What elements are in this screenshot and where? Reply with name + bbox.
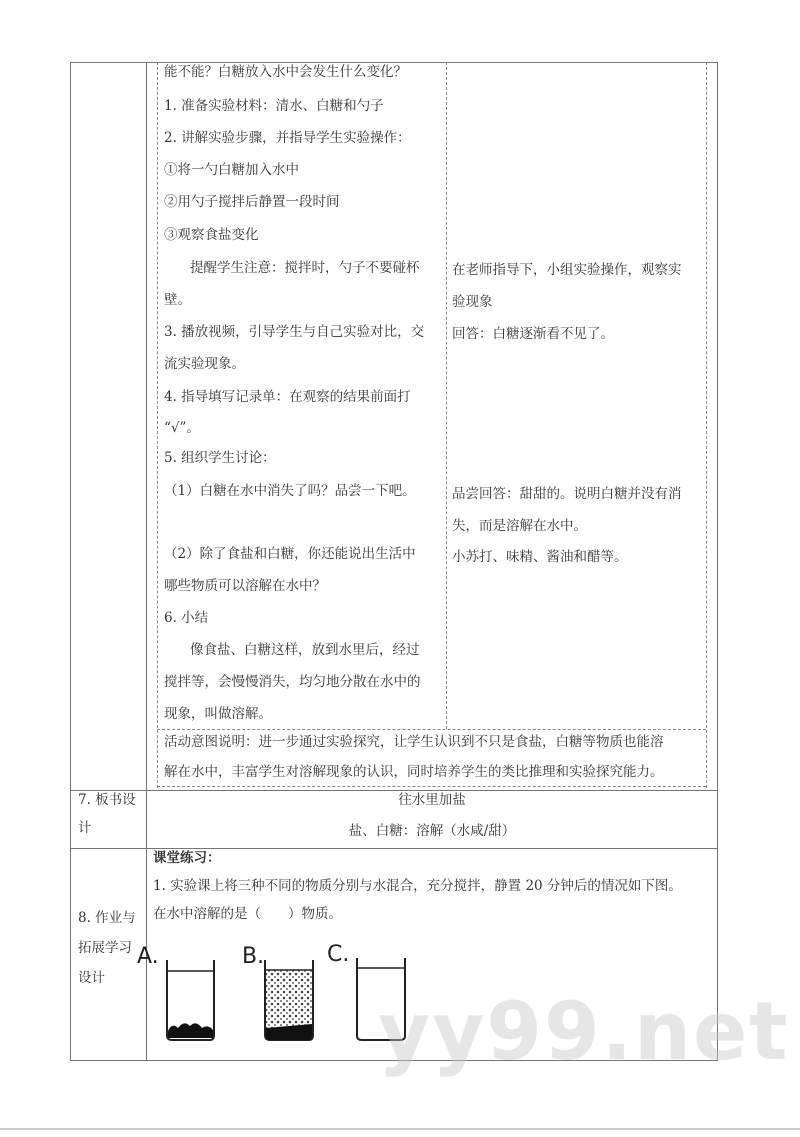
section7-label: 计 [78, 820, 92, 836]
student-line: 失，而是溶解在水中。 [452, 518, 587, 534]
teacher-line: 现象，叫做溶解。 [164, 706, 272, 722]
question-line: 在水中溶解的是（ ）物质。 [153, 906, 342, 922]
section7-label: 7. 板书设 [78, 792, 136, 808]
watermark: yy99.net [378, 985, 790, 1078]
teacher-line: 壁。 [164, 292, 191, 308]
teacher-line: 搅拌等，会慢慢消失，均匀地分散在水中的 [164, 674, 421, 690]
teacher-line: 能不能？白糖放入水中会发生什么变化？ [164, 64, 407, 80]
board-title: 往水里加盐 [398, 792, 466, 808]
suspended-particles [266, 970, 312, 1028]
question-line: 1. 实验课上将三种不同的物质分别与水混合，充分搅拌，静置 20 分钟后的情况如下图。 [153, 878, 682, 894]
teacher-line: 像食盐、白糖这样，放到水里后，经过 [190, 642, 420, 658]
student-line: 在老师指导下，小组实验操作，观察实 [452, 262, 682, 278]
option-c-label: C. [327, 942, 350, 967]
teacher-line: （2）除了食盐和白糖，你还能说出生活中 [164, 546, 416, 562]
teacher-line: ①将一勺白糖加入水中 [164, 162, 299, 178]
option-b-label: B. [242, 944, 265, 969]
teacher-line: 提醒学生注意：搅拌时，勺子不要碰杯 [190, 260, 420, 276]
intent-line: 解在水中，丰富学生对溶解现象的认识，同时培养学生的类比推理和实验探究能力。 [164, 764, 664, 780]
teacher-line: （1）白糖在水中消失了吗？品尝一下吧。 [164, 483, 416, 499]
section8-label: 拓展学习 [78, 940, 132, 956]
teacher-line: 3. 播放视频，引导学生与自己实验对比，交 [164, 324, 425, 340]
student-line: 小苏打、味精、酱油和醋等。 [452, 549, 628, 565]
teacher-line: 4. 指导填写记录单：在观察的结果前面打 [164, 389, 411, 405]
teacher-line: 5. 组织学生讨论： [164, 450, 276, 466]
teacher-line: 1. 准备实验材料：清水、白糖和勺子 [164, 98, 384, 114]
student-line: 验现象 [452, 294, 493, 310]
teacher-line: 流实验现象。 [164, 356, 245, 372]
page-bottom-edge [0, 1128, 800, 1130]
option-a-label: A. [137, 944, 159, 969]
teacher-line: ②用勺子搅拌后静置一段时间 [164, 194, 340, 210]
student-line: 品尝回答：甜甜的。说明白糖并没有消 [452, 486, 682, 502]
section8-label: 设计 [78, 970, 105, 986]
sediment [168, 1023, 213, 1038]
intent-line: 活动意图说明：进一步通过实验探究，让学生认识到不只是食盐，白糖等物质也能溶 [164, 734, 664, 750]
exercise-heading: 课堂练习： [153, 850, 221, 866]
teacher-line: “√”。 [164, 420, 200, 436]
teacher-line: 2. 讲解实验步骤，并指导学生实验操作： [164, 130, 411, 146]
beaker-b [265, 960, 313, 1040]
board-content: 盐、白糖：溶解（水咸/甜） [348, 823, 516, 839]
teacher-line: 哪些物质可以溶解在水中？ [164, 578, 326, 594]
beaker-a [167, 960, 214, 1040]
teacher-line: ③观察食盐变化 [164, 227, 259, 243]
student-line: 回答：白糖逐渐看不见了。 [452, 326, 614, 342]
teacher-line: 6. 小结 [164, 610, 209, 626]
section8-label: 8. 作业与 [78, 910, 136, 926]
